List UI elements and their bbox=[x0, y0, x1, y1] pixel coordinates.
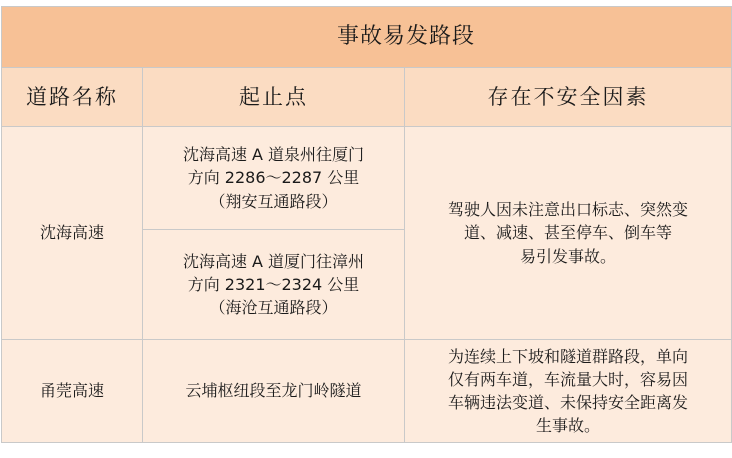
segment-line: （海沧互通路段） bbox=[209, 298, 338, 318]
segment-cell bbox=[143, 127, 405, 230]
table-title: 事故易发路段 bbox=[337, 24, 476, 50]
segment-cell bbox=[143, 340, 405, 443]
risk-cell bbox=[405, 340, 732, 443]
table-title-cell bbox=[2, 7, 732, 68]
risk-line: 仅有两车道，车流量大时，容易因 bbox=[448, 369, 689, 389]
segment-line: 沈海高速 A 道厦门往漳州 bbox=[182, 251, 365, 271]
segment-line: 沈海高速 A 道泉州往厦门 bbox=[182, 145, 365, 165]
data-table bbox=[1, 6, 732, 443]
road-name: 沈海高速 bbox=[39, 223, 104, 243]
risk-line: 驾驶人因未注意出口标志、突然变 bbox=[448, 200, 689, 220]
road-name-cell bbox=[2, 340, 143, 443]
table-header-row bbox=[2, 68, 732, 127]
risk-line: 车辆违法变道、未保持安全距离发 bbox=[448, 393, 689, 412]
segment-line: 云埔枢纽段至龙门岭隧道 bbox=[185, 381, 362, 401]
segment-line: （翔安互通路段） bbox=[209, 191, 338, 211]
table-row bbox=[2, 340, 732, 443]
road-name-cell bbox=[2, 127, 143, 340]
header-unsafe-factors: 存在不安全因素 bbox=[405, 68, 732, 127]
table-title-row bbox=[2, 7, 732, 68]
header-start-end: 起止点 bbox=[143, 68, 405, 127]
risk-line: 为连续上下坡和隧道群路段，单向 bbox=[448, 346, 689, 366]
road-name: 甬莞高速 bbox=[39, 381, 104, 401]
segment-line: 方向 2321～2324 公里 bbox=[187, 274, 360, 294]
segment-line: 方向 2286～2287 公里 bbox=[187, 168, 360, 188]
risk-line: 生事故。 bbox=[536, 416, 601, 436]
table-row bbox=[2, 127, 732, 230]
segment-cell bbox=[143, 230, 405, 340]
risk-cell bbox=[405, 127, 732, 340]
risk-line: 道、减速、甚至停车、倒车等 bbox=[464, 223, 673, 243]
risk-line: 易引发事故。 bbox=[520, 246, 617, 266]
header-road-name: 道路名称 bbox=[2, 68, 143, 127]
